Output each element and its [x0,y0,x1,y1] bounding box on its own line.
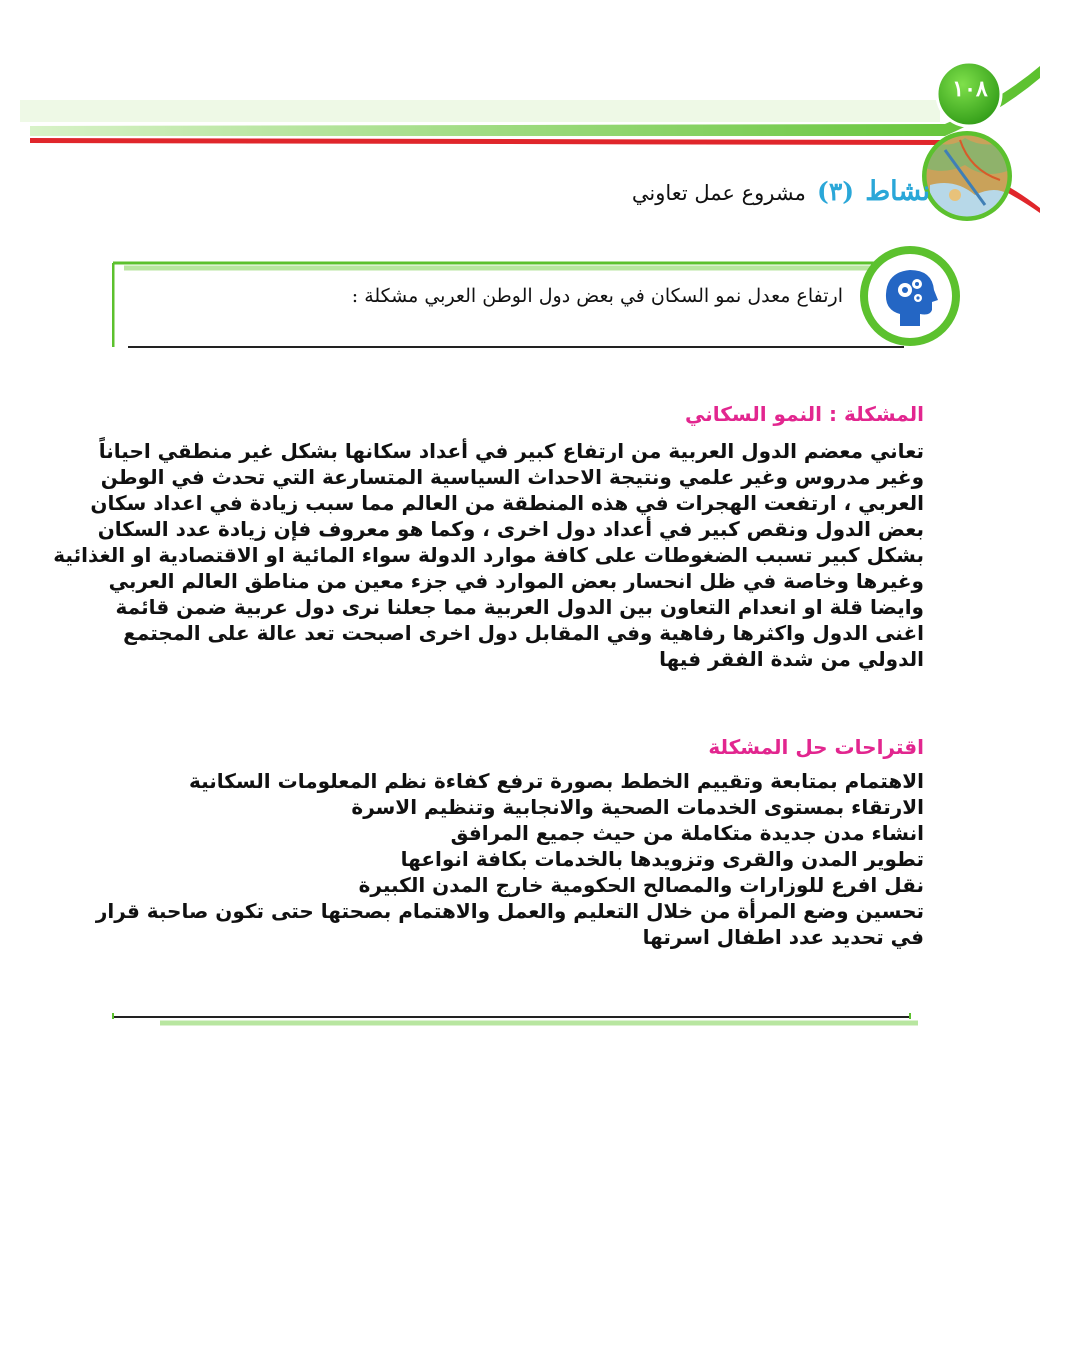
solution-line: الاهتمام بمتابعة وتقييم الخطط بصورة ترفع كفاءة نظم المعلومات السكانية [188,769,924,793]
solution-line: تطوير المدن والقرى وتزويدها بالخدمات بكافة انواعها [400,847,924,871]
solution-line: الارتقاء بمستوى الخدمات الصحية والانجابية وتنظيم الاسرة [351,795,924,819]
problem-line: تعاني معضم الدول العربية من ارتفاع كبير في أعداد سكانها بشكل غير منطقي احياناً [98,439,924,463]
problem-prompt: ارتفاع معدل نمو السكان في بعض دول الوطن العربي مشكلة : [351,285,843,307]
solution-line: نقل افرع للوزارات والمصالح الحكومية خارج المدن الكبيرة [358,873,924,897]
activity-title [632,176,930,207]
activity-label: نشاط [865,176,930,207]
problem-line: وايضا قلة او انعدام التعاون بين الدول العربية مما جعلنا نرى دول عربية ضمن قائمة [115,595,924,619]
solution-line: انشاء مدن جديدة متكاملة من حيث جميع المرافق [450,821,924,845]
solution-line: تحسين وضع المرأة من خلال التعليم والعمل والاهتمام بصحتها حتى تكون صاحبة قرار [95,899,924,923]
map-thumbnail-icon [920,130,1020,230]
page-number: ١٠٨ [952,76,988,102]
solution-line: في تحديد عدد اطفال اسرتها [642,925,924,949]
activity-subtitle: مشروع عمل تعاوني [631,181,806,205]
red-stripe [30,138,940,145]
problem-line: وغيرها وخاصة في ظل انحسار بعض الموارد في جزء معين من مناطق العالم العربي [108,569,924,593]
problem-line: بعض الدول ونقص كبير في أعداد دول اخرى ، وكما هو معروف فإن زيادة عدد السكان [97,517,924,541]
activity-number: (٣) [816,177,855,206]
solutions-heading: اقتراحات حل المشكلة [708,735,924,759]
bottom-divider [112,1013,920,1029]
problem-line: وغير مدروس وغير علمي ونتيجة الاحداث السياسية المتسارعة التي تحدث في الوطن [100,465,924,489]
problem-line: العربي ، ارتفعت الهجرات في هذه المنطقة من العالم مما سبب زيادة في اعداد سكان [90,491,924,515]
problem-line: اغنى الدول واكثرها رفاهية وفي المقابل دول اخرى اصبحت تعد عالة على المجتمع [123,621,924,645]
head-gears-icon [860,246,960,346]
problem-heading: المشكلة : النمو السكاني [684,402,924,426]
problem-line: بشكل كبير تسبب الضغوطات على كافة موارد الدولة سواء المائية او الاقتصادية او الغذائية [53,543,924,567]
problem-line: الدولي من شدة الفقر فيها [659,647,924,671]
